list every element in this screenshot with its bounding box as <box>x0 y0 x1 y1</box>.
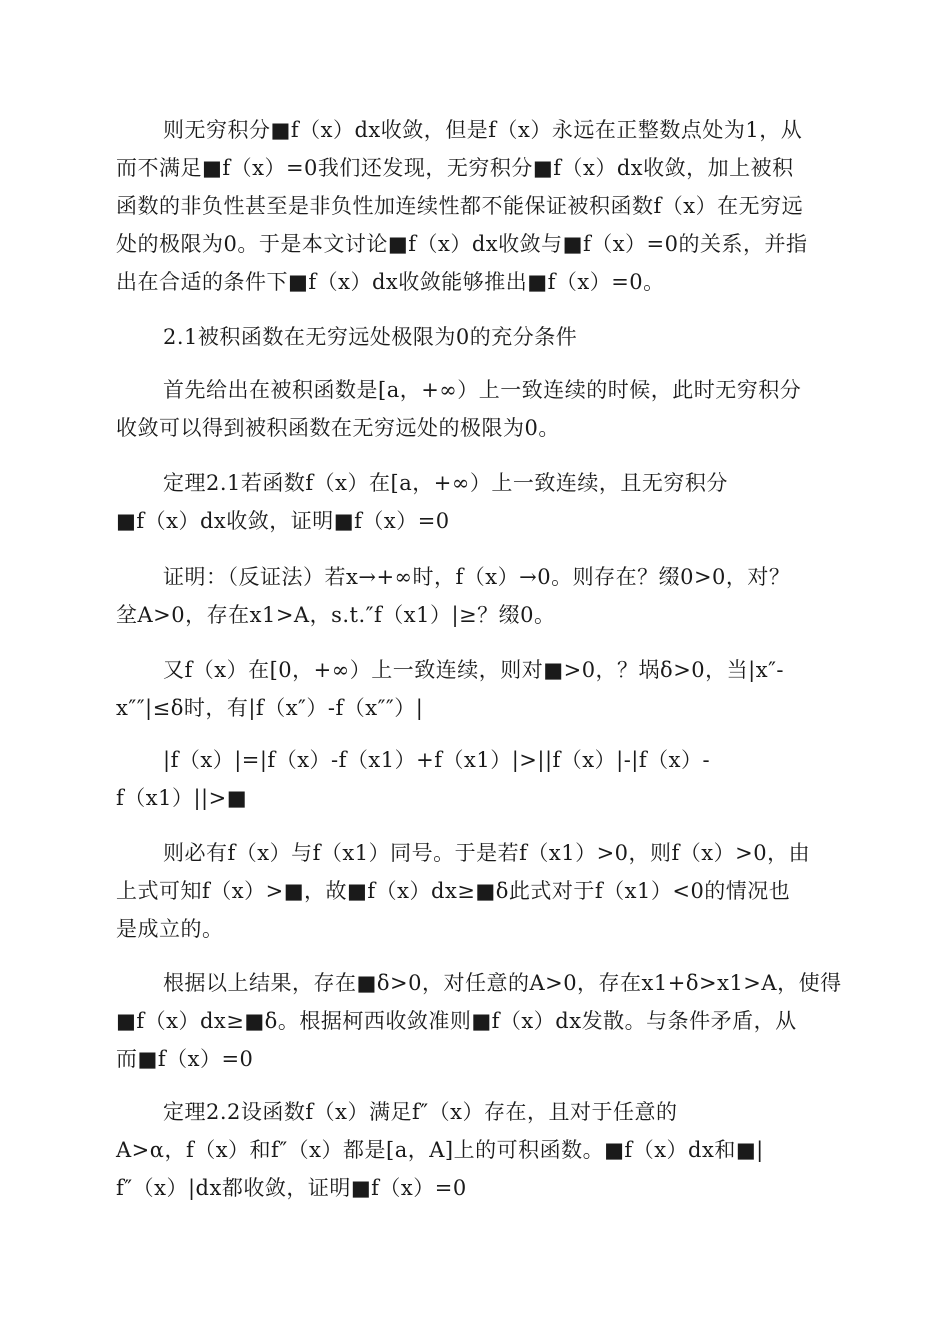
paragraph-intro <box>116 111 836 301</box>
text-line: 函数的非负性甚至是非负性加连续性都不能保证被积函数f（x）在无穷远 <box>116 194 804 218</box>
paragraph-premise <box>116 371 836 447</box>
text-line: 则无穷积分■f（x）dx收敛，但是f（x）永远在正整数点处为1，从 <box>163 118 803 142</box>
text-line: x″″|≤δ时，有|f（x″）-f（x″″）| <box>116 696 424 720</box>
proof-same-sign <box>116 834 836 948</box>
text-line: 根据以上结果，存在■δ>0，对任意的A>0，存在x1+δ>x1>A，使得 <box>163 971 842 995</box>
text-line: 首先给出在被积函数是[a，+∞）上一致连续的时候，此时无穷积分 <box>163 378 802 402</box>
theorem-2-2 <box>116 1093 836 1207</box>
section-heading <box>116 318 836 356</box>
text-line: 定理2.1若函数f（x）在[a，+∞）上一致连续，且无穷积分 <box>163 471 728 495</box>
text-line: 收敛可以得到被积函数在无穷远处的极限为0。 <box>116 416 560 440</box>
theorem-2-1 <box>116 464 836 540</box>
text-line: A>α，f（x）和f″（x）都是[a，A]上的可积函数。■f（x）dx和■| <box>116 1138 764 1162</box>
text-line: f（x1）||>■ <box>116 786 248 810</box>
proof-inequality <box>116 741 836 817</box>
text-line: ■f（x）dx收敛，证明■f（x）=0 <box>116 509 450 533</box>
proof-start <box>116 558 836 634</box>
text-line: 处的极限为0。于是本文讨论■f（x）dx收敛与■f（x）=0的关系，并指 <box>116 232 808 256</box>
proof-uniform-continuity <box>116 651 836 727</box>
text-line: |f（x）|=|f（x）-f（x1）+f（x1）|>||f（x）|-|f（x）- <box>163 748 711 772</box>
text-line: 又f（x）在[0，+∞）上一致连续，则对■>0，？埚δ>0，当|x″- <box>163 658 785 682</box>
text-line: 是成立的。 <box>116 917 224 941</box>
text-line: 出在合适的条件下■f（x）dx收敛能够推出■f（x）=0。 <box>116 270 665 294</box>
proof-conclusion <box>116 964 842 1078</box>
text-line: 定理2.2设函数f（x）满足f″（x）存在，且对于任意的 <box>163 1100 678 1124</box>
text-line: ■f（x）dx≥■δ。根据柯西收敛准则■f（x）dx发散。与条件矛盾，从 <box>116 1009 797 1033</box>
text-line: 则必有f（x）与f（x1）同号。于是若f（x1）>0，则f（x）>0，由 <box>163 841 811 865</box>
text-line: f″（x）|dx都收敛，证明■f（x）=0 <box>116 1176 467 1200</box>
text-line: 坌A>0，存在x1>A，s.t.″f（x1）|≥？缀0。 <box>116 603 556 627</box>
section-title: 2.1被积函数在无穷远处极限为0的充分条件 <box>163 325 578 349</box>
text-line: 上式可知f（x）>■，故■f（x）dx≥■δ此式对于f（x1）<0的情况也 <box>116 879 791 903</box>
text-line: 证明：（反证法）若x→+∞时，f（x）→0。则存在？缀0>0，对？ <box>163 565 791 589</box>
text-line: 而■f（x）=0 <box>116 1047 254 1071</box>
text-line: 而不满足■f（x）=0我们还发现，无穷积分■f（x）dx收敛，加上被积 <box>116 156 794 180</box>
